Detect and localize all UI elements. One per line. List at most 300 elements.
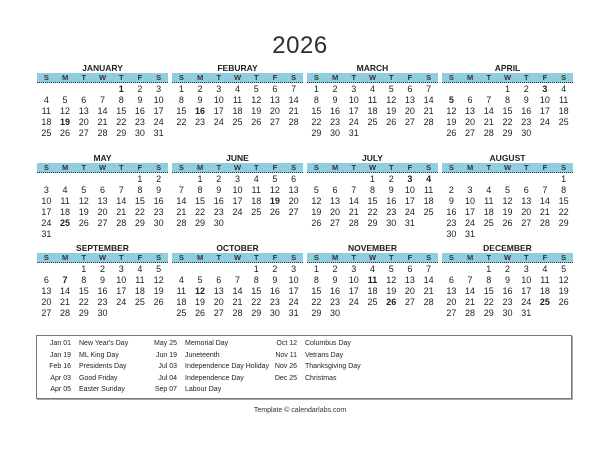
day-cell: 25 <box>176 308 187 318</box>
day-cell: 27 <box>288 207 299 217</box>
day-cell: 9 <box>504 275 510 285</box>
holiday-name: Presidents Day <box>79 363 127 371</box>
day-cell: 29 <box>78 308 89 318</box>
holiday-column <box>143 338 269 396</box>
day-cell: 1 <box>313 264 319 274</box>
weekday-label: W <box>368 73 377 82</box>
holiday-date: Jul 03 <box>158 363 177 371</box>
day-cell: 20 <box>41 297 52 307</box>
weekday-label: S <box>448 73 454 82</box>
day-cell: 30 <box>446 229 457 239</box>
day-grid <box>442 84 573 139</box>
weekday-label: W <box>98 163 107 172</box>
day-cell: 16 <box>153 196 164 206</box>
weekday-label: F <box>272 163 278 172</box>
day-cell: 7 <box>426 264 432 274</box>
day-grid <box>37 174 168 240</box>
day-cell: 1 <box>137 174 143 184</box>
weekday-label: M <box>331 73 339 82</box>
weekday-label: T <box>388 163 394 172</box>
day-cell: 9 <box>99 275 105 285</box>
day-cell: 20 <box>213 297 224 307</box>
day-cell: 7 <box>99 95 105 105</box>
day-cell: 24 <box>348 297 359 307</box>
day-cell: 18 <box>367 106 378 116</box>
day-cell: 20 <box>269 106 280 116</box>
empty-cell <box>461 84 480 95</box>
holiday-day-cell: 5 <box>448 95 454 105</box>
empty-cell <box>37 264 56 275</box>
day-cell: 8 <box>197 185 203 195</box>
weekday-label: W <box>233 163 242 172</box>
day-cell: 27 <box>78 128 89 138</box>
day-cell: 6 <box>291 174 297 184</box>
day-cell: 16 <box>446 207 457 217</box>
weekday-label: S <box>178 163 184 172</box>
weekday-label: T <box>486 253 492 262</box>
day-cell: 18 <box>60 207 71 217</box>
day-cell: 17 <box>521 286 532 296</box>
day-cell: 8 <box>504 95 510 105</box>
day-cell: 29 <box>116 128 127 138</box>
empty-cell <box>461 174 480 185</box>
day-cell: 18 <box>558 106 569 116</box>
day-cell: 11 <box>367 95 378 105</box>
day-cell: 5 <box>561 264 567 274</box>
day-cell: 24 <box>153 117 164 127</box>
weekday-label: S <box>561 253 567 262</box>
day-cell: 24 <box>404 207 415 217</box>
day-cell: 2 <box>388 174 394 184</box>
weekday-label: S <box>426 253 432 262</box>
day-cell: 19 <box>386 106 397 116</box>
weekday-label: T <box>351 163 357 172</box>
holiday-name: Christmas <box>305 374 337 382</box>
day-cell: 31 <box>153 128 164 138</box>
day-cell: 4 <box>369 264 375 274</box>
day-cell: 16 <box>213 196 224 206</box>
month-name: NOVEMBER <box>347 243 398 253</box>
holiday-day-cell: 3 <box>407 174 413 184</box>
weekday-label: F <box>407 73 413 82</box>
day-cell: 8 <box>137 185 143 195</box>
holiday-row <box>39 350 128 362</box>
day-cell: 30 <box>330 308 341 318</box>
day-cell: 24 <box>116 297 127 307</box>
day-cell: 1 <box>486 264 492 274</box>
day-cell: 24 <box>539 117 550 127</box>
weekday-label: S <box>43 73 49 82</box>
day-cell: 1 <box>197 174 203 184</box>
day-cell: 7 <box>542 185 548 195</box>
month-name: AUGUST <box>489 153 526 163</box>
month-name: APRIL <box>494 63 521 73</box>
day-cell: 27 <box>330 218 341 228</box>
day-cell: 19 <box>558 286 569 296</box>
day-cell: 22 <box>195 207 206 217</box>
day-cell: 28 <box>232 308 243 318</box>
holiday-day-cell: 16 <box>195 106 206 116</box>
day-cell: 5 <box>253 84 259 94</box>
day-cell: 7 <box>234 275 240 285</box>
day-cell: 28 <box>483 128 494 138</box>
day-cell: 3 <box>43 185 49 195</box>
day-cell: 1 <box>81 264 87 274</box>
day-cell: 4 <box>234 84 240 94</box>
empty-cell <box>517 174 536 185</box>
month-name: JANUARY <box>82 63 123 73</box>
day-cell: 22 <box>78 297 89 307</box>
holiday-row <box>265 338 361 350</box>
holiday-date: Apr 03 <box>50 374 71 382</box>
day-cell: 24 <box>41 218 52 228</box>
weekday-label: M <box>466 253 474 262</box>
day-cell: 26 <box>558 297 569 307</box>
holiday-date: Sep 07 <box>154 386 177 394</box>
day-grid <box>307 264 438 319</box>
day-cell: 15 <box>134 196 145 206</box>
day-cell: 10 <box>348 275 359 285</box>
month-august <box>442 153 573 240</box>
holiday-day-cell: 12 <box>195 286 206 296</box>
day-cell: 13 <box>269 95 280 105</box>
weekday-label: S <box>156 253 162 262</box>
weekday-label: S <box>561 73 567 82</box>
day-grid <box>172 264 303 319</box>
day-cell: 27 <box>404 117 415 127</box>
day-cell: 25 <box>41 128 52 138</box>
day-cell: 6 <box>99 185 105 195</box>
day-cell: 13 <box>465 106 476 116</box>
day-cell: 21 <box>483 117 494 127</box>
day-cell: 1 <box>253 264 259 274</box>
day-cell: 1 <box>313 84 319 94</box>
day-cell: 11 <box>251 185 261 195</box>
day-cell: 18 <box>176 297 187 307</box>
day-cell: 23 <box>195 117 206 127</box>
day-cell: 14 <box>348 196 359 206</box>
weekday-label: F <box>407 253 413 262</box>
weekday-header <box>442 163 573 173</box>
day-cell: 5 <box>62 95 68 105</box>
day-cell: 17 <box>404 196 415 206</box>
holiday-row <box>143 338 269 350</box>
day-cell: 19 <box>446 117 457 127</box>
day-cell: 19 <box>502 207 513 217</box>
weekday-label: T <box>523 163 529 172</box>
day-cell: 15 <box>502 106 513 116</box>
day-cell: 28 <box>423 117 434 127</box>
day-cell: 13 <box>213 286 224 296</box>
day-cell: 17 <box>348 106 359 116</box>
day-cell: 23 <box>521 117 532 127</box>
month-april <box>442 63 573 139</box>
day-cell: 21 <box>116 207 127 217</box>
day-cell: 27 <box>465 128 476 138</box>
day-cell: 29 <box>367 218 378 228</box>
day-cell: 16 <box>134 106 145 116</box>
day-cell: 30 <box>269 308 280 318</box>
day-cell: 28 <box>176 218 187 228</box>
weekday-label: T <box>388 73 394 82</box>
weekday-label: T <box>81 73 87 82</box>
weekday-label: S <box>426 73 432 82</box>
weekday-label: T <box>118 73 124 82</box>
holiday-day-cell: 19 <box>60 117 71 127</box>
holiday-date: Feb 16 <box>49 363 71 371</box>
weekday-header <box>37 163 168 173</box>
day-cell: 18 <box>251 196 262 206</box>
day-cell: 24 <box>232 207 243 217</box>
day-cell: 15 <box>311 106 322 116</box>
day-cell: 21 <box>288 106 299 116</box>
weekday-label: T <box>388 253 394 262</box>
holiday-row <box>39 338 128 350</box>
day-cell: 9 <box>156 185 162 195</box>
day-cell: 7 <box>467 275 473 285</box>
day-cell: 22 <box>502 117 513 127</box>
day-grid <box>172 174 303 229</box>
day-cell: 19 <box>311 207 322 217</box>
weekday-label: S <box>313 163 319 172</box>
day-cell: 5 <box>272 174 278 184</box>
weekday-label: T <box>118 163 124 172</box>
day-cell: 21 <box>423 286 434 296</box>
weekday-label: W <box>98 73 107 82</box>
weekday-header <box>172 163 303 173</box>
day-cell: 31 <box>521 308 532 318</box>
weekday-label: T <box>486 163 492 172</box>
day-cell: 30 <box>153 218 164 228</box>
weekday-label: F <box>272 253 278 262</box>
day-cell: 1 <box>561 174 567 184</box>
day-cell: 5 <box>388 264 394 274</box>
day-cell: 30 <box>213 218 224 228</box>
weekday-label: W <box>368 163 377 172</box>
day-cell: 16 <box>502 286 513 296</box>
holiday-list-box <box>36 335 572 399</box>
weekday-label: T <box>253 73 259 82</box>
day-cell: 30 <box>521 128 532 138</box>
day-cell: 14 <box>423 95 434 105</box>
month-name: SEPTEMBER <box>76 243 129 253</box>
day-cell: 26 <box>78 218 89 228</box>
weekday-label: T <box>253 253 259 262</box>
day-cell: 29 <box>251 308 262 318</box>
day-cell: 9 <box>137 95 143 105</box>
empty-cell <box>93 84 112 95</box>
day-cell: 19 <box>386 286 397 296</box>
day-cell: 7 <box>486 95 492 105</box>
day-cell: 13 <box>404 275 415 285</box>
weekday-header <box>37 253 168 263</box>
weekday-label: F <box>407 163 413 172</box>
day-cell: 6 <box>43 275 49 285</box>
day-cell: 13 <box>288 185 299 195</box>
weekday-label: T <box>216 163 222 172</box>
day-cell: 11 <box>423 185 434 195</box>
day-cell: 25 <box>232 117 243 127</box>
day-cell: 22 <box>311 297 322 307</box>
day-cell: 5 <box>197 275 203 285</box>
weekday-header <box>307 253 438 263</box>
day-cell: 14 <box>60 286 71 296</box>
day-cell: 8 <box>313 275 319 285</box>
day-cell: 31 <box>465 229 476 239</box>
day-cell: 12 <box>153 275 164 285</box>
weekday-label: M <box>61 253 69 262</box>
empty-cell <box>228 264 247 275</box>
weekday-header <box>172 253 303 263</box>
day-cell: 7 <box>178 185 184 195</box>
day-cell: 1 <box>178 84 184 94</box>
day-cell: 2 <box>332 84 338 94</box>
weekday-label: M <box>331 163 339 172</box>
empty-cell <box>307 174 326 185</box>
day-cell: 23 <box>134 117 145 127</box>
day-cell: 28 <box>116 218 127 228</box>
day-cell: 9 <box>448 196 454 206</box>
day-cell: 31 <box>288 308 299 318</box>
day-cell: 12 <box>446 106 457 116</box>
day-cell: 16 <box>269 286 280 296</box>
day-cell: 10 <box>288 275 299 285</box>
day-cell: 2 <box>216 174 222 184</box>
holiday-date: May 25 <box>154 340 177 347</box>
day-cell: 17 <box>116 286 127 296</box>
day-cell: 26 <box>153 297 164 307</box>
month-name: FEBURAY <box>217 63 258 73</box>
day-cell: 2 <box>197 84 203 94</box>
weekday-label: M <box>196 253 204 262</box>
empty-cell <box>536 174 555 185</box>
day-cell: 22 <box>311 117 322 127</box>
day-cell: 23 <box>330 297 341 307</box>
day-cell: 17 <box>232 196 243 206</box>
day-cell: 20 <box>446 297 457 307</box>
holiday-name: ML King Day <box>79 351 119 359</box>
day-cell: 25 <box>367 297 378 307</box>
holiday-name: Easter Sunday <box>79 386 125 394</box>
month-name: OCTOBER <box>216 243 259 253</box>
holiday-date: Jan 01 <box>49 340 71 347</box>
day-cell: 8 <box>81 275 87 285</box>
empty-cell <box>442 84 461 95</box>
empty-cell <box>37 84 56 95</box>
holiday-name: Columbus Day <box>305 340 351 347</box>
day-cell: 16 <box>330 286 341 296</box>
day-cell: 27 <box>97 218 108 228</box>
month-may <box>37 153 168 240</box>
day-cell: 4 <box>178 275 184 285</box>
weekday-label: M <box>196 163 204 172</box>
day-cell: 29 <box>483 308 494 318</box>
day-cell: 22 <box>134 207 145 217</box>
day-cell: 3 <box>467 185 473 195</box>
holiday-row <box>143 361 269 373</box>
weekday-label: F <box>542 73 548 82</box>
day-grid <box>172 84 303 128</box>
day-cell: 15 <box>367 196 378 206</box>
weekday-label: W <box>503 253 512 262</box>
month-july <box>307 153 438 229</box>
holiday-day-cell: 25 <box>539 297 550 307</box>
day-cell: 3 <box>351 84 357 94</box>
day-cell: 30 <box>386 218 397 228</box>
day-cell: 8 <box>561 185 567 195</box>
weekday-label: T <box>81 163 87 172</box>
month-december <box>442 243 573 319</box>
weekday-label: S <box>561 163 567 172</box>
holiday-column <box>39 338 128 396</box>
holiday-name: Memorial Day <box>185 340 229 347</box>
weekday-label: W <box>233 73 242 82</box>
day-cell: 14 <box>465 286 476 296</box>
day-cell: 5 <box>156 264 162 274</box>
empty-cell <box>172 264 191 275</box>
day-cell: 15 <box>116 106 127 116</box>
day-cell: 22 <box>176 117 187 127</box>
day-cell: 23 <box>213 207 224 217</box>
weekday-label: F <box>542 163 548 172</box>
empty-cell <box>112 174 131 185</box>
day-cell: 31 <box>348 128 359 138</box>
day-cell: 20 <box>97 207 108 217</box>
day-cell: 12 <box>60 106 71 116</box>
day-cell: 15 <box>251 286 262 296</box>
day-cell: 10 <box>232 185 243 195</box>
day-cell: 17 <box>153 106 164 116</box>
weekday-header <box>307 73 438 83</box>
day-cell: 18 <box>483 207 494 217</box>
day-cell: 13 <box>97 196 108 206</box>
day-cell: 18 <box>41 117 52 127</box>
day-cell: 4 <box>43 95 49 105</box>
holiday-row <box>265 350 361 362</box>
holiday-date: Jan 19 <box>49 351 71 359</box>
day-cell: 21 <box>465 297 476 307</box>
day-cell: 9 <box>332 275 338 285</box>
day-cell: 10 <box>116 275 127 285</box>
month-january <box>37 63 168 139</box>
day-cell: 18 <box>423 196 434 206</box>
day-cell: 28 <box>288 117 299 127</box>
empty-cell <box>37 174 56 185</box>
empty-cell <box>74 84 93 95</box>
day-cell: 3 <box>156 84 162 94</box>
weekday-header <box>307 163 438 173</box>
day-cell: 4 <box>137 264 143 274</box>
day-cell: 10 <box>153 95 164 105</box>
day-cell: 8 <box>178 95 184 105</box>
day-cell: 15 <box>195 196 206 206</box>
weekday-label: T <box>253 163 259 172</box>
empty-cell <box>498 174 517 185</box>
month-name: JUNE <box>226 153 249 163</box>
day-cell: 19 <box>153 286 164 296</box>
month-name: MAY <box>93 153 112 163</box>
day-cell: 22 <box>558 207 569 217</box>
weekday-label: T <box>118 253 124 262</box>
day-cell: 29 <box>558 218 569 228</box>
day-cell: 24 <box>521 297 532 307</box>
day-cell: 17 <box>539 106 550 116</box>
day-cell: 3 <box>216 84 222 94</box>
day-cell: 13 <box>446 286 457 296</box>
day-cell: 24 <box>348 117 359 127</box>
day-cell: 17 <box>41 207 52 217</box>
weekday-label: S <box>43 163 49 172</box>
